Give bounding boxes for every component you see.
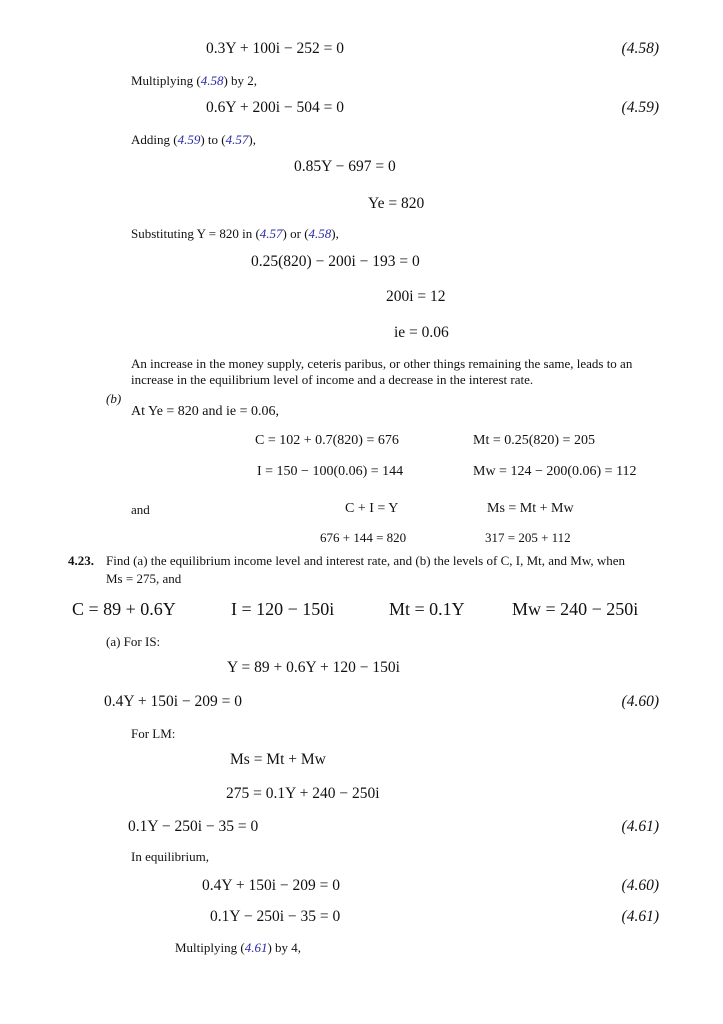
problem-text-line1: Find (a) the equilibrium income level and interest rate, and (b) the levels of C, I, Mt, and Mw, when xyxy=(106,553,626,568)
text-for-lm: For LM: xyxy=(131,726,176,741)
equation-mw-value: Mw = 124 − 200(0.06) = 112 xyxy=(473,464,637,479)
text-adding: Adding (4.59) to (4.57), xyxy=(131,132,256,147)
equation-i-value: I = 150 − 100(0.06) = 144 xyxy=(257,464,404,479)
equation-c-value: C = 102 + 0.7(820) = 676 xyxy=(255,433,399,448)
equation-number-4-58: (4.58) xyxy=(621,40,659,57)
equation-200i: 200i = 12 xyxy=(386,288,446,305)
text-in-equilibrium: In equilibrium, xyxy=(131,849,209,864)
problem-text-line2: Ms = 275, and xyxy=(106,571,182,586)
equation-676: 676 + 144 = 820 xyxy=(320,530,407,545)
equation-number-4-60: (4.60) xyxy=(621,693,659,710)
text-multiplying-461: Multiplying (4.61) by 4, xyxy=(175,940,302,955)
equation-c-plus-i: C + I = Y xyxy=(345,501,399,516)
conclusion-paragraph: An increase in the money supply, ceteris paribus, or other things remaining the same, leads to an increase in the equilibrium level of income and a decrease in the interest rate. xyxy=(131,356,633,387)
is-equation-2: 0.4Y + 150i − 209 = 0 xyxy=(104,693,243,710)
equation-number-4-59: (4.59) xyxy=(621,99,659,116)
part-a-for-is: (a) For IS: xyxy=(106,634,161,649)
text-and: and xyxy=(131,502,150,517)
given-mt: Mt = 0.1Y xyxy=(389,599,465,619)
equation-ie: ie = 0.06 xyxy=(394,324,449,341)
lm-equation-3: 0.1Y − 250i − 35 = 0 xyxy=(128,818,259,835)
link-4-59[interactable]: 4.59 xyxy=(177,132,201,147)
given-consumption: C = 89 + 0.6Y xyxy=(72,599,176,619)
link-4-58-b[interactable]: 4.58 xyxy=(308,226,332,241)
equation-number-4-60-b: (4.60) xyxy=(621,877,659,894)
is-equation-1: Y = 89 + 0.6Y + 120 − 150i xyxy=(227,659,400,676)
part-b-label: (b) xyxy=(106,391,122,406)
equation-ye: Ye = 820 xyxy=(368,195,425,212)
equation-number-4-61: (4.61) xyxy=(621,818,659,835)
link-4-58[interactable]: 4.58 xyxy=(200,73,224,88)
equation-085y: 0.85Y − 697 = 0 xyxy=(294,158,396,175)
given-mw: Mw = 240 − 250i xyxy=(512,599,639,619)
equation-4-58: 0.3Y + 100i − 252 = 0 xyxy=(206,40,345,57)
equation-number-4-61-b: (4.61) xyxy=(621,908,659,925)
equilibrium-equation-2: 0.1Y − 250i − 35 = 0 xyxy=(210,908,341,925)
lm-equation-2: 275 = 0.1Y + 240 − 250i xyxy=(226,785,380,802)
equilibrium-equation-1: 0.4Y + 150i − 209 = 0 xyxy=(202,877,341,894)
text-at-ye: At Ye = 820 and ie = 0.06, xyxy=(131,404,280,419)
equation-mt-value: Mt = 0.25(820) = 205 xyxy=(473,433,595,448)
equation-4-59: 0.6Y + 200i − 504 = 0 xyxy=(206,99,345,116)
link-4-57-b[interactable]: 4.57 xyxy=(259,226,283,241)
problem-number: 4.23. xyxy=(68,553,94,568)
lm-equation-1: Ms = Mt + Mw xyxy=(230,751,326,768)
link-4-57[interactable]: 4.57 xyxy=(225,132,249,147)
given-investment: I = 120 − 150i xyxy=(231,599,335,619)
equation-317: 317 = 205 + 112 xyxy=(485,530,571,545)
link-4-61[interactable]: 4.61 xyxy=(244,940,268,955)
text-multiplying-458: Multiplying (4.58) by 2, xyxy=(131,73,258,88)
equation-025-820: 0.25(820) − 200i − 193 = 0 xyxy=(251,253,420,270)
equation-ms-sum: Ms = Mt + Mw xyxy=(487,501,574,516)
text-substituting: Substituting Y = 820 in (4.57) or (4.58), xyxy=(131,226,339,241)
